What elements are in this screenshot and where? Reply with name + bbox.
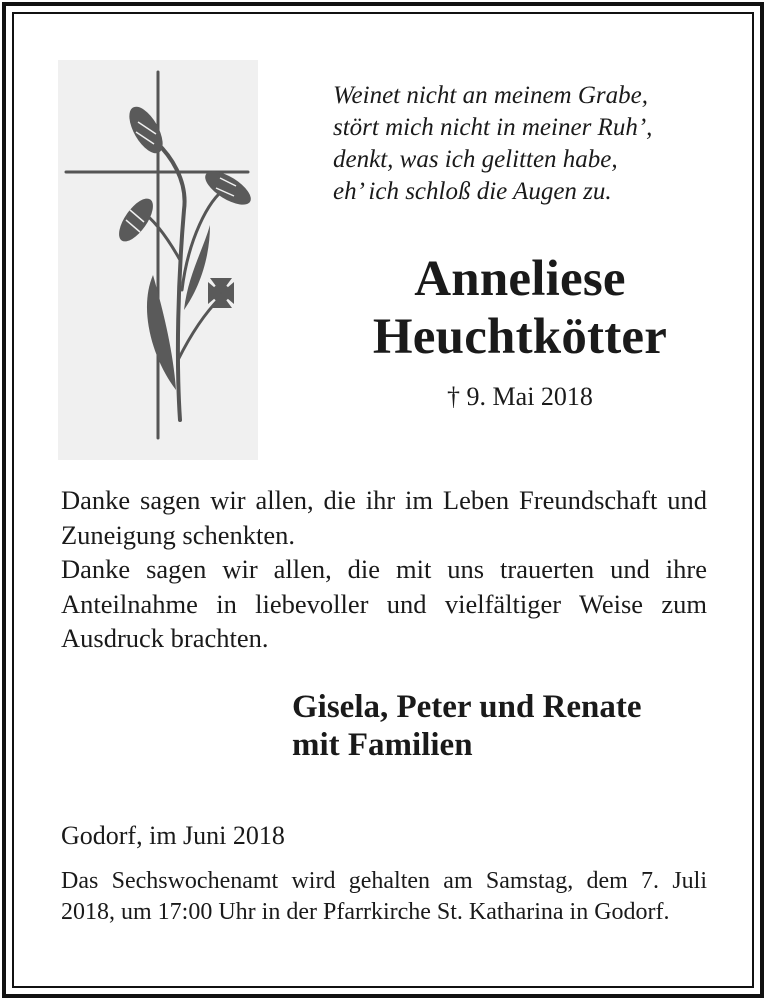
memorial-verse — [333, 80, 733, 208]
service-notice: Das Sechswochenamt wird gehalten am Samstag, dem 7. Juli 2018, um 17:00 Uhr in der Pfarrkirche St. Katharina in Godorf. — [61, 868, 707, 925]
signers-families: mit Familien — [292, 727, 473, 763]
death-date: † 9. Mai 2018 — [447, 382, 593, 411]
deceased-first-name: Anneliese — [414, 251, 626, 307]
thanks-paragraph: Danke sagen wir allen, die ihr im Leben Freundschaft und Zuneigung schenkten. — [61, 485, 707, 550]
deceased-name — [300, 250, 740, 366]
verse-line: denkt, was ich gelitten habe, — [333, 146, 618, 173]
verse-line: eh’ ich schloß die Augen zu. — [333, 178, 612, 205]
place-date: Godorf, im Juni 2018 — [61, 821, 285, 850]
verse-line: stört mich nicht in meiner Ruh’, — [333, 114, 653, 141]
signers-names: Gisela, Peter und Renate — [292, 689, 642, 725]
deceased-last-name: Heuchtkötter — [372, 309, 668, 365]
thanks-paragraph: Danke sagen wir allen, die mit uns trauerten und ihre Anteilnahme in liebevoller und vielfältiger Weise zum Ausdruck brachten. — [61, 554, 707, 653]
verse-line: Weinet nicht an meinem Grabe, — [333, 82, 648, 109]
signers — [292, 688, 732, 764]
thanks-text — [61, 483, 707, 656]
cross-wheat-cornflower-icon — [58, 60, 258, 460]
